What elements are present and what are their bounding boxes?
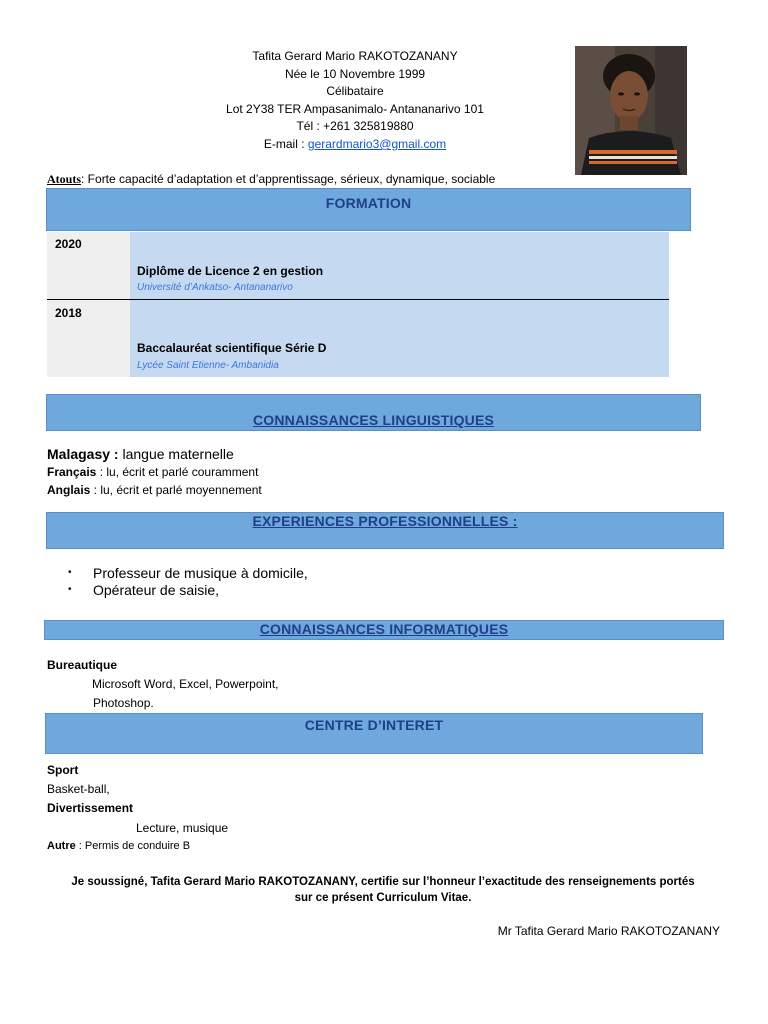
experience-text: Professeur de musique à domicile, — [93, 565, 308, 581]
year-cell — [47, 300, 130, 377]
language-name: Malagasy : — [47, 446, 119, 462]
table-row — [47, 232, 669, 299]
degree: Diplôme de Licence 2 en gestion — [137, 264, 324, 278]
langues-header — [46, 394, 701, 431]
category-label: Bureautique — [47, 658, 118, 672]
formation-header — [46, 188, 691, 231]
email-label: E-mail : — [263, 136, 305, 151]
langues-list — [47, 446, 262, 501]
school: Lycée Saint Etienne- Ambanidia — [137, 360, 279, 371]
sport-value: Basket-ball, — [47, 782, 110, 796]
atouts-text: : Forte capacité d’adaptation et d’apprentissage, sérieux, dynamique, sociable — [81, 172, 496, 186]
contact-block — [150, 48, 560, 154]
experiences-header — [46, 512, 724, 549]
experience-text: Opérateur de saisie, — [93, 582, 220, 598]
language-item — [47, 483, 262, 501]
certification-line: sur ce présent Curriculum Vitae. — [294, 892, 472, 904]
informatique-content — [47, 658, 279, 714]
degree: Baccalauréat scientifique Série D — [137, 341, 327, 355]
table-row — [47, 300, 669, 377]
experiences-list — [68, 565, 308, 599]
birth-date: Née le 10 Novembre 1999 — [284, 66, 426, 81]
phone: Tél : +261 325819880 — [296, 119, 414, 134]
divertissement-label: Divertissement — [47, 801, 134, 815]
autre-line — [47, 840, 228, 852]
year: 2018 — [55, 306, 82, 320]
informatique-header — [44, 620, 724, 640]
sport-label: Sport — [47, 763, 79, 777]
bullet-icon: • — [68, 584, 72, 595]
divertissement-value: Lecture, musique — [136, 821, 229, 835]
bullet-icon: • — [68, 567, 72, 578]
autre-value: : Permis de conduire B — [75, 840, 191, 852]
certification — [30, 874, 736, 906]
year: 2020 — [55, 237, 82, 251]
interets-header — [45, 713, 703, 754]
interets-content — [47, 763, 228, 852]
email-link[interactable]: gerardmario3@gmail.com — [307, 136, 447, 151]
email-line — [150, 136, 560, 154]
full-name: Tafita Gerard Mario RAKOTOZANANY — [252, 49, 458, 63]
address: Lot 2Y38 TER Ampasanimalo- Antananarivo 101 — [226, 101, 484, 116]
marital-status: Célibataire — [326, 84, 384, 99]
software-line: Photoshop. — [93, 696, 154, 710]
list-item — [68, 582, 308, 599]
list-item — [68, 565, 308, 582]
autre-label: Autre — [47, 840, 76, 852]
portrait-image — [575, 46, 687, 175]
language-level: : lu, écrit et parlé couramment — [96, 465, 259, 479]
language-level: : lu, écrit et parlé moyennement — [90, 483, 262, 497]
experiences-title: EXPERIENCES PROFESSIONNELLES : — [252, 513, 518, 529]
language-item — [47, 465, 262, 483]
atouts-label: Atouts — [47, 172, 82, 186]
school: Université d’Ankatso- Antananarivo — [137, 282, 293, 293]
formation-table — [47, 232, 669, 377]
language-name: Anglais — [47, 483, 91, 497]
detail-cell — [130, 300, 669, 377]
informatique-title: CONNAISSANCES INFORMATIQUES — [259, 621, 509, 637]
interets-title: CENTRE D’INTERET — [304, 717, 444, 733]
profile-photo — [575, 46, 687, 175]
detail-cell — [130, 232, 669, 299]
language-level: langue maternelle — [118, 446, 234, 462]
language-item — [47, 446, 262, 465]
software-line: Microsoft Word, Excel, Powerpoint, — [92, 677, 279, 691]
langues-title: CONNAISSANCES LINGUISTIQUES — [252, 412, 495, 428]
signature: Mr Tafita Gerard Mario RAKOTOZANANY — [497, 924, 720, 938]
certification-line: Je soussigné, Tafita Gerard Mario RAKOTOZANANY, certifie sur l’honneur l’exactitude des renseignements portés — [71, 876, 695, 888]
language-name: Français — [47, 465, 97, 479]
atouts-line — [47, 172, 495, 187]
formation-title: FORMATION — [325, 195, 412, 211]
year-cell — [47, 232, 130, 299]
